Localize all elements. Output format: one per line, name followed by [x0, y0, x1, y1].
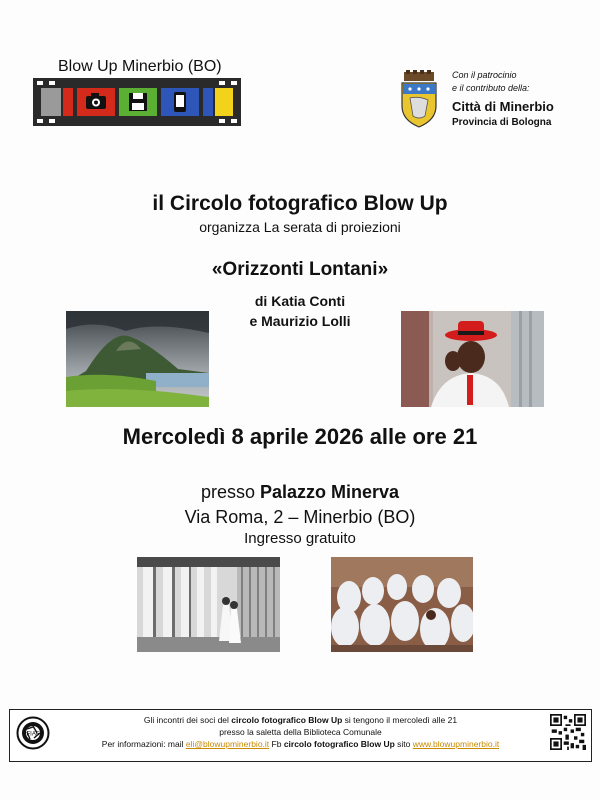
venue-address: Via Roma, 2 – Minerbio (BO): [184, 507, 416, 527]
phone-icon: [174, 92, 186, 112]
venue-line: [0, 482, 600, 503]
footer-line-1-c: si tengono il mercoledì alle 21: [342, 715, 458, 725]
author-2: e Maurizio Lolli: [249, 313, 351, 329]
footer-club-name: circolo fotografico Blow Up: [231, 715, 343, 725]
footer-line-1: [10, 715, 591, 725]
patronage-note: [452, 69, 530, 95]
info-label: Per informazioni: mail: [101, 739, 186, 749]
footer-line-2: presso la saletta della Biblioteca Comunale: [219, 727, 382, 737]
city-name: Città di Minerbio: [452, 99, 554, 114]
footer-box: [9, 709, 592, 762]
authors: [210, 291, 390, 331]
organizer-subtitle: organizza La serata di proiezioni: [199, 219, 401, 235]
fiaf-logo-text: FIAF: [26, 731, 40, 738]
photo-man-red-hat: [401, 311, 544, 407]
patronage-line-2: e il contributo della:: [452, 83, 530, 93]
entry-info: Ingresso gratuito: [244, 530, 356, 547]
fb-label: Fb: [269, 739, 284, 749]
qr-code[interactable]: [550, 714, 586, 750]
city-crest: [398, 70, 440, 128]
photo-mountain-landscape: [66, 311, 209, 407]
film-strip-logo: [33, 78, 241, 126]
event-date: Mercoledì 8 aprile 2026 alle ore 21: [122, 424, 478, 449]
website-link[interactable]: www.blowupminerbio.it: [412, 739, 500, 749]
footer-line-1-a: Gli incontri dei soci del: [143, 715, 232, 725]
venue-prefix: presso: [200, 482, 260, 502]
photo-people-in-white: [331, 557, 473, 652]
photo-colonnade-figures: [137, 557, 280, 652]
footer-contact-line: [10, 739, 591, 749]
site-label: sito: [394, 739, 413, 749]
author-1: di Katia Conti: [254, 293, 346, 309]
email-link[interactable]: eli@blowupminerbio.it: [185, 739, 270, 749]
venue-name: Palazzo Minerva: [259, 482, 400, 502]
floppy-disk-icon: [129, 93, 147, 111]
organizer-heading: il Circolo fotografico Blow Up: [152, 192, 448, 215]
club-name: Blow Up Minerbio (BO): [58, 58, 222, 75]
province-name: Provincia di Bologna: [452, 117, 552, 128]
facebook-name: circolo fotografico Blow Up: [283, 739, 395, 749]
event-title: «Orizzonti Lontani»: [211, 259, 389, 280]
patronage-line-1: Con il patrocinio: [452, 70, 517, 80]
